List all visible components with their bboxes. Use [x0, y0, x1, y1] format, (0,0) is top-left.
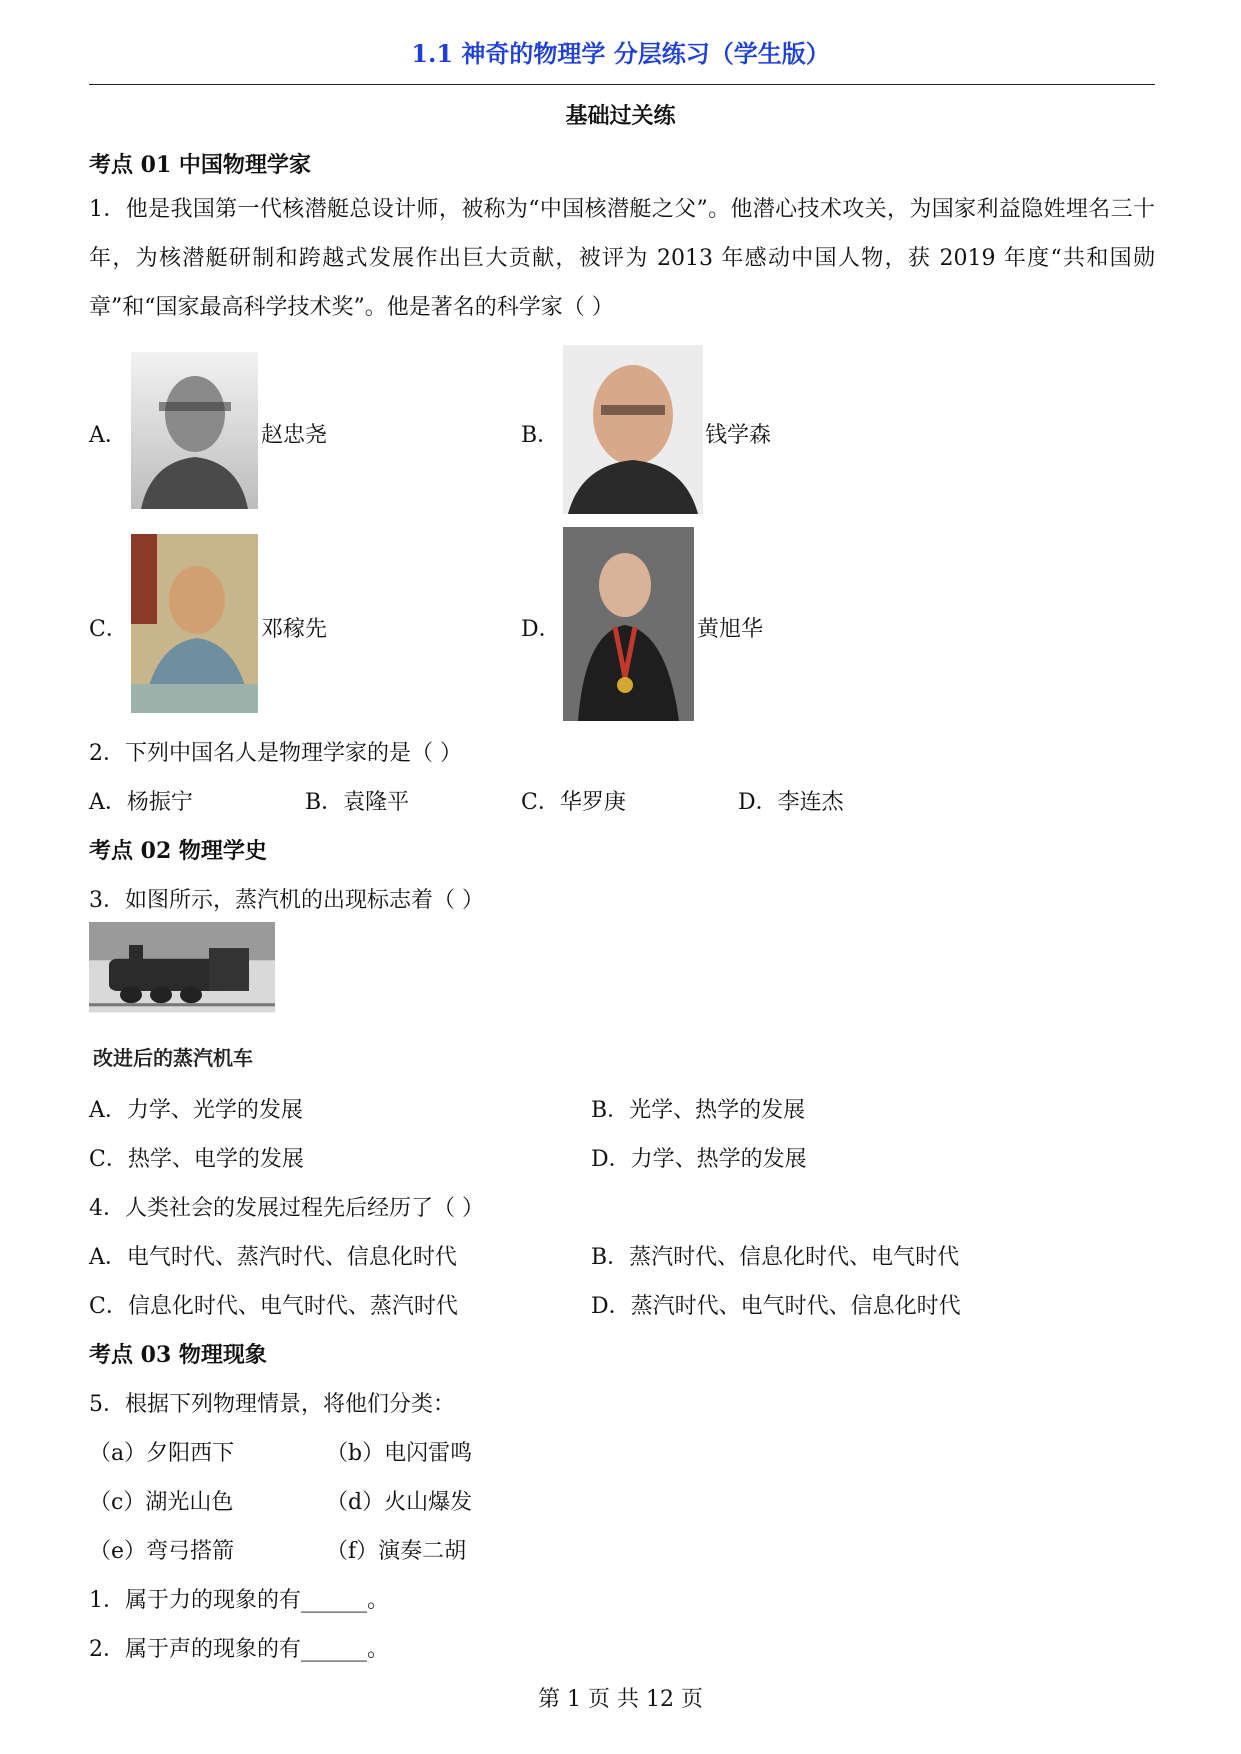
q5-subquestion-2: 2．属于声的现象的有______。 — [89, 1637, 389, 1662]
q4-option-c: C．信息化时代、电气时代、蒸汽时代 — [89, 1294, 458, 1319]
portrait-photo-c — [131, 534, 258, 713]
q4-option-d: D．蒸汽时代、电气时代、信息化时代 — [591, 1294, 961, 1319]
question-4-text: 4．人类社会的发展过程先后经历了（ ） — [89, 1196, 484, 1221]
q2-option-c: C．华罗庚 — [521, 790, 626, 815]
q1-option-c-letter: C． — [89, 617, 128, 642]
q5-item-e: （e）弯弓搭箭 — [89, 1539, 235, 1564]
q2-option-b: B．袁隆平 — [305, 790, 410, 815]
q1-option-b-letter: B． — [521, 423, 560, 448]
topic-heading-1: 考点 01 中国物理学家 — [89, 152, 311, 178]
q1-option-d-name: 黄旭华 — [697, 617, 764, 642]
q1-option-d-letter: D． — [521, 617, 561, 642]
q5-item-b: （b）电闪雷鸣 — [326, 1441, 473, 1466]
q1-option-a-letter: A． — [89, 423, 127, 448]
steam-locomotive-caption: 改进后的蒸汽机车 — [93, 1046, 253, 1070]
topic-heading-3: 考点 03 物理现象 — [89, 1342, 267, 1368]
q1-option-a-name: 赵忠尧 — [261, 423, 328, 448]
q5-item-c: （c）湖光山色 — [89, 1490, 234, 1515]
question-1-text: 1．他是我国第一代核潜艇总设计师，被称为“中国核潜艇之父”。他潜心技术攻关，为国家利益隐姓埋名三十年，为核潜艇研制和跨越式发展作出巨大贡献，被评为 2013 年感动中国人物，获 2019 年度“共和国勋章”和“国家最高科学技术奖”。他是著名的科学家（ ） — [89, 197, 1155, 320]
page-number: 第 1 页 共 12 页 — [538, 1687, 703, 1712]
portrait-photo-d — [563, 527, 694, 721]
steam-locomotive-image — [89, 922, 275, 1076]
q3-option-d: D．力学、热学的发展 — [591, 1147, 807, 1172]
q3-option-a: A．力学、光学的发展 — [89, 1098, 303, 1123]
portrait-photo-a — [131, 352, 258, 509]
section-title: 基础过关练 — [565, 103, 676, 129]
q4-option-a: A．电气时代、蒸汽时代、信息化时代 — [89, 1245, 457, 1270]
q5-subquestion-1: 1．属于力的现象的有______。 — [89, 1588, 389, 1613]
q3-option-b: B．光学、热学的发展 — [591, 1098, 806, 1123]
document-title: 1.1 神奇的物理学 分层练习（学生版） — [411, 39, 830, 68]
question-3-text: 3．如图所示，蒸汽机的出现标志着（ ） — [89, 888, 484, 913]
question-2-text: 2．下列中国名人是物理学家的是（ ） — [89, 741, 462, 766]
q1-option-c-name: 邓稼先 — [261, 617, 328, 642]
q5-item-d: （d）火山爆发 — [326, 1490, 473, 1515]
q4-option-b: B．蒸汽时代、信息化时代、电气时代 — [591, 1245, 960, 1270]
portrait-photo-b — [563, 345, 703, 514]
q5-item-a: （a）夕阳西下 — [89, 1441, 235, 1466]
q3-option-c: C．热学、电学的发展 — [89, 1147, 304, 1172]
header-rule — [89, 84, 1155, 85]
q1-option-b-name: 钱学森 — [705, 423, 772, 448]
question-5-text: 5．根据下列物理情景，将他们分类： — [89, 1392, 455, 1417]
q2-option-d: D．李连杰 — [738, 790, 844, 815]
topic-heading-2: 考点 02 物理学史 — [89, 838, 267, 864]
q2-option-a: A．杨振宁 — [89, 790, 193, 815]
q5-item-f: （f）演奏二胡 — [326, 1539, 467, 1564]
